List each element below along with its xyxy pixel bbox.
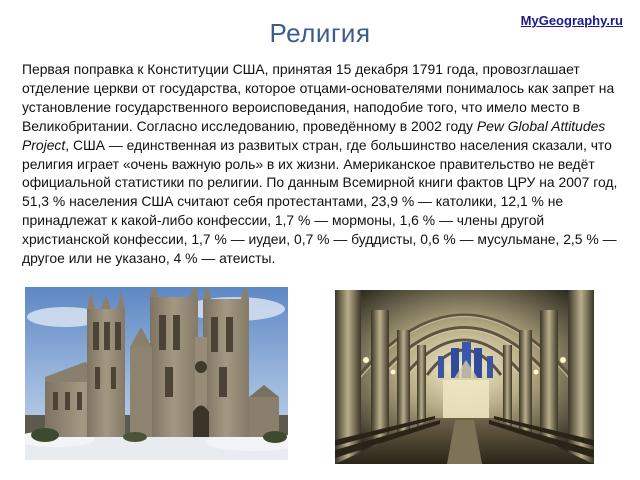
body-paragraph (22, 60, 622, 268)
cathedral-interior-photo (335, 290, 594, 464)
paragraph-italic-source: Pew Global Attitudes Project (22, 117, 606, 153)
site-link[interactable]: MyGeography.ru (520, 13, 623, 28)
page-title: Религия (269, 18, 371, 48)
paragraph-text-end: , США — единственная из развитых стран, где большинство населения сказали, что религия играет «очень важную роль» в их жизни. Американское правительство не ведёт официальной статистики по религии. По данным Всемирной книги фактов ЦРУ на 2007 год, 51,3 % населения США считают себя протестантами, 23,9 % — католики, 12,1 % не принадлежат к какой-либо конфессии, 1,7 % — мормоны, 1,6 % — члены другой христианской конфессии, 1,7 % — иудеи, 0,7 % — буддисты, 0,6 % — мусульмане, 2,5 % — другое или не указано, 4 % — атеисты. (22, 136, 618, 267)
paragraph-text-start: Первая поправка к Конституции США, принятая 15 декабря 1791 года, провозглашает отделение церкви от государства, которое отцами-основателями понималось как запрет на установление государственного вероисповедания, наподобие того, что имело место в Великобритании. Согласно исследованию, проведённому в 2002 году (22, 61, 615, 134)
cathedral-exterior-photo (25, 287, 288, 460)
